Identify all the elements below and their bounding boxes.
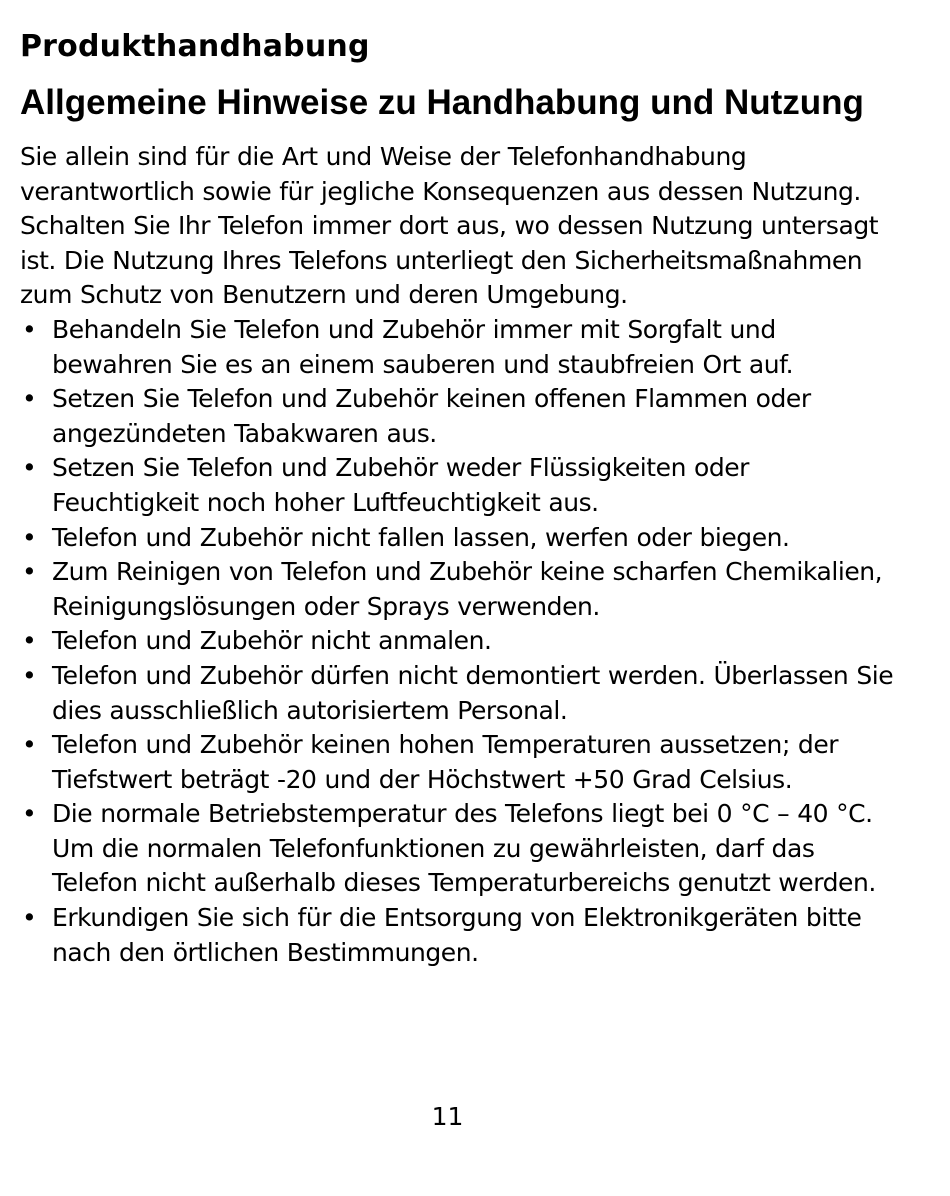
list-item-text: Telefon und Zubehör nicht anmalen.	[52, 626, 492, 656]
handling-instructions-list	[20, 313, 900, 970]
list-item-text: Setzen Sie Telefon und Zubehör keinen offenen Flammen oder angezündeten Tabakwaren aus.	[52, 384, 811, 448]
bullet-icon: •	[22, 626, 37, 656]
list-item-text: Behandeln Sie Telefon und Zubehör immer mit Sorgfalt und bewahren Sie es an einem sauberen und staubfreien Ort auf.	[52, 314, 794, 379]
bullet-icon: •	[22, 903, 37, 933]
list-item	[20, 521, 900, 556]
list-item-text: Erkundigen Sie sich für die Entsorgung von Elektronikgeräten bitte nach den örtlichen Bestimmungen.	[52, 903, 862, 967]
list-item	[20, 624, 900, 659]
list-item-text: Die normale Betriebstemperatur des Telefons liegt bei 0 °C – 40 °C. Um die normalen Telefonfunktionen zu gewährleisten, darf das Telefon nicht außerhalb dieses Temperaturbereichs genutzt werden.	[52, 799, 876, 898]
list-item	[20, 313, 900, 382]
bullet-icon: •	[22, 799, 37, 829]
list-item	[20, 728, 900, 797]
list-item	[20, 797, 900, 901]
manual-page	[20, 0, 900, 970]
list-item-text: Telefon und Zubehör keinen hohen Temperaturen aussetzen; der Tiefstwert beträgt -20 und der Höchstwert +50 Grad Celsius.	[52, 730, 839, 794]
list-item-text: Telefon und Zubehör dürfen nicht demontiert werden. Überlassen Sie dies ausschließlich autorisiertem Personal.	[52, 660, 894, 725]
bullet-icon: •	[22, 384, 37, 414]
list-item-text: Setzen Sie Telefon und Zubehör weder Flüssigkeiten oder Feuchtigkeit noch hoher Luftfeuchtigkeit aus.	[52, 453, 749, 517]
bullet-icon: •	[22, 660, 37, 690]
subsection-title: Allgemeine Hinweise zu Handhabung und Nutzung	[20, 83, 864, 122]
section-title: Produkthandhabung	[20, 29, 370, 64]
list-item-text: Telefon und Zubehör nicht fallen lassen, werfen oder biegen.	[52, 522, 790, 552]
list-item	[20, 382, 900, 451]
list-item	[20, 451, 900, 520]
bullet-icon: •	[22, 522, 37, 552]
list-item-text: Zum Reinigen von Telefon und Zubehör keine scharfen Chemikalien, Reinigungslösungen oder Sprays verwenden.	[52, 557, 883, 621]
bullet-icon: •	[22, 557, 37, 587]
list-item	[20, 555, 900, 624]
bullet-icon: •	[22, 314, 37, 344]
intro-paragraph: Sie allein sind für die Art und Weise der Telefonhandhabung verantwortlich sowie für jegliche Konsequenzen aus dessen Nutzung. Schalten Sie Ihr Telefon immer dort aus, wo dessen Nutzung untersagt ist. Die Nutzung Ihres Telefons unterliegt den Sicherheitsmaßnahmen zum Schutz von Benutzern und deren Umgebung.	[20, 142, 879, 310]
list-item	[20, 901, 900, 970]
bullet-icon: •	[22, 453, 37, 483]
list-item	[20, 659, 900, 728]
bullet-icon: •	[22, 730, 37, 760]
page-number: 11	[431, 1102, 464, 1131]
